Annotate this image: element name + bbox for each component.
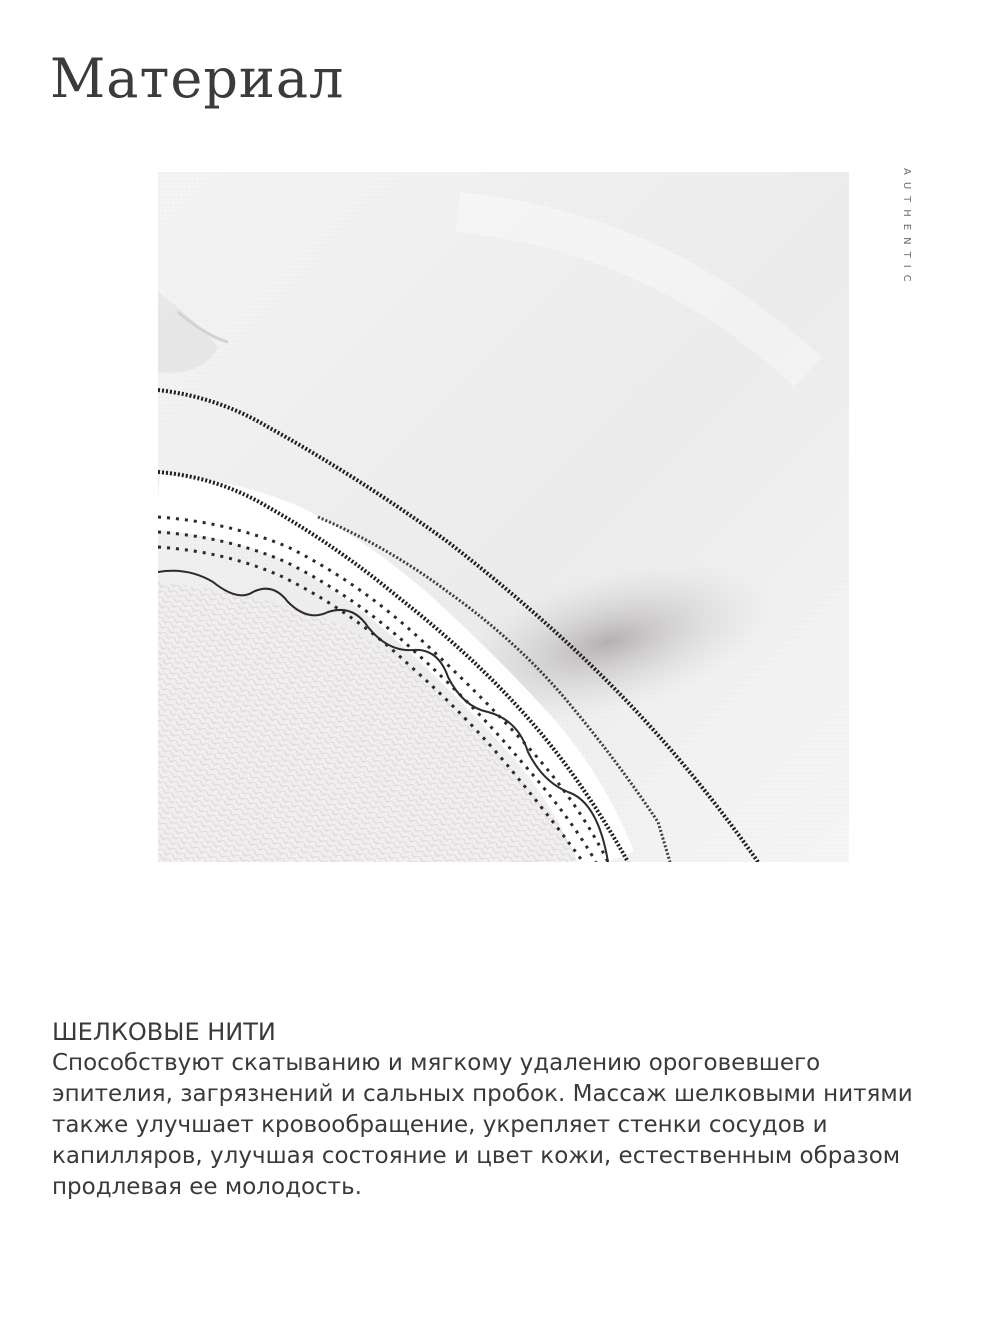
page-title: Материал [50,47,345,110]
feature-body: Способствуют скатыванию и мягкому удалению ороговевшего эпителия, загрязнений и сальных пробок. Массаж шелковыми нитями также улучшает кровообращение, укрепляет стенки сосудов и капилляров, улучшая состояние и цвет кожи, естественным образом продлевая ее молодость. [52,1050,913,1201]
authentic-side-tag: AUTHENTIC [901,168,912,289]
feature-heading: ШЕЛКОВЫЕ НИТИ [52,1018,276,1046]
fabric-photo [158,172,849,862]
feature-block [52,1016,932,1203]
